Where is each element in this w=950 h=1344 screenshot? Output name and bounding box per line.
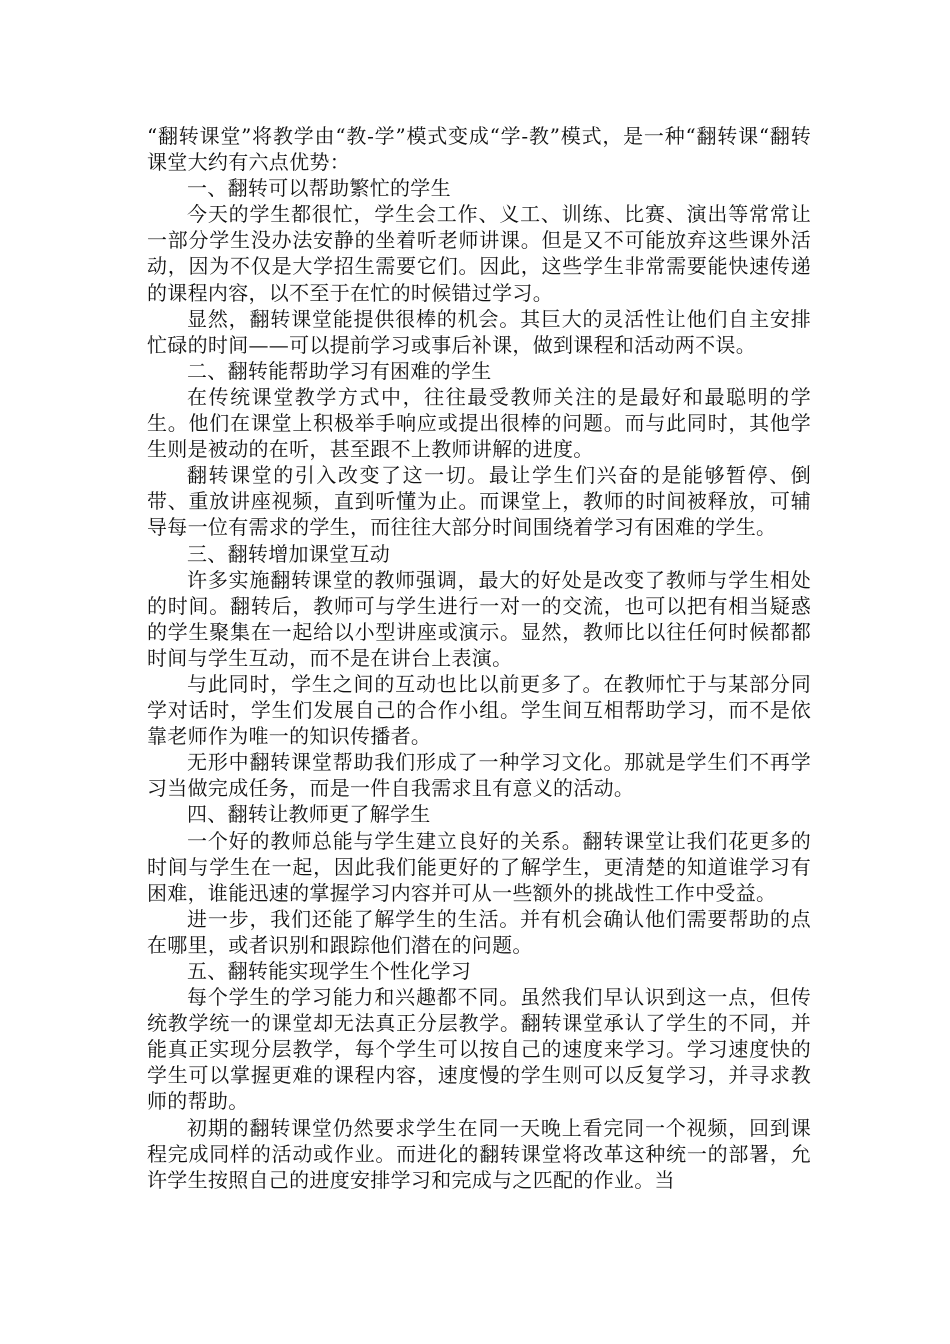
body-paragraph: 显然，翻转课堂能提供很棒的机会。其巨大的灵活性让他们自主安排忙碌的时间——可以提前学习或事后补课，做到课程和活动两不误。 <box>147 306 811 357</box>
intro-paragraph: “翻转课堂”将教学由“教-学”模式变成“学-教”模式，是一种“翻转课“翻转课堂大约有六点优势： <box>147 124 811 175</box>
section-heading-5: 五、翻转能实现学生个性化学习 <box>187 959 472 983</box>
body-paragraph: 在传统课堂教学方式中，往往最受教师关注的是最好和最聪明的学生。他们在课堂上积极举手响应或提出很棒的问题。而与此同时，其他学生则是被动的在听，甚至跟不上教师讲解的进度。 <box>147 384 811 462</box>
section-heading-1: 一、翻转可以帮助繁忙的学生 <box>187 176 451 201</box>
document-body <box>147 123 811 1193</box>
body-paragraph: 初期的翻转课堂仍然要求学生在同一天晚上看完同一个视频，回到课程完成同样的活动或作业。而进化的翻转课堂将改革这种统一的部署，允许学生按照自己的进度安排学习和完成与之匹配的作业。当 <box>147 1115 811 1192</box>
section-heading-2: 二、翻转能帮助学习有困难的学生 <box>187 358 492 383</box>
body-paragraph: 翻转课堂的引入改变了这一切。最让学生们兴奋的是能够暂停、倒带、重放讲座视频，直到听懂为止。而课堂上，教师的时间被释放，可辅导每一位有需求的学生，而往往大部分时间围绕着学习有困难的学生。 <box>147 463 811 540</box>
body-paragraph: 进一步，我们还能了解学生的生活。并有机会确认他们需要帮助的点在哪里，或者识别和跟踪他们潜在的问题。 <box>147 906 811 957</box>
section-heading-4: 四、翻转让教师更了解学生 <box>187 802 431 827</box>
body-paragraph: 一个好的教师总能与学生建立良好的关系。翻转课堂让我们花更多的时间与学生在一起，因此我们能更好的了解学生，更清楚的知道谁学习有困难，谁能迅速的掌握学习内容并可从一些额外的挑战性工作中受益。 <box>147 828 811 905</box>
body-paragraph: 与此同时，学生之间的互动也比以前更多了。在教师忙于与某部分同学对话时，学生们发展自己的合作小组。学生间互相帮助学习，而不是依靠老师作为唯一的知识传播者。 <box>147 671 811 749</box>
body-paragraph: 今天的学生都很忙，学生会工作、义工、训练、比赛、演出等常常让一部分学生没办法安静的坐着听老师讲课。但是又不可能放弃这些课外活动，因为不仅是大学招生需要它们。因此，这些学生非常需要能快速传递的课程内容，以不至于在忙的时候错过学习。 <box>147 202 811 305</box>
body-paragraph: 无形中翻转课堂帮助我们形成了一种学习文化。那就是学生们不再学习当做完成任务，而是一件自我需求且有意义的活动。 <box>147 750 811 801</box>
body-paragraph: 许多实施翻转课堂的教师强调，最大的好处是改变了教师与学生相处的时间。翻转后，教师可与学生进行一对一的交流，也可以把有相当疑惑的学生聚集在一起给以小型讲座或演示。显然，教师比以往任何时候都都时间与学生互动，而不是在讲台上表演。 <box>147 567 811 670</box>
section-heading-3: 三、翻转增加课堂互动 <box>187 541 390 566</box>
body-paragraph: 每个学生的学习能力和兴趣都不同。虽然我们早认识到这一点，但传统教学统一的课堂却无法真正分层教学。翻转课堂承认了学生的不同，并能真正实现分层教学，每个学生可以按自己的速度来学习。学习速度快的学生可以掌握更难的课程内容，速度慢的学生则可以反复学习，并寻求教师的帮助。 <box>147 985 811 1114</box>
